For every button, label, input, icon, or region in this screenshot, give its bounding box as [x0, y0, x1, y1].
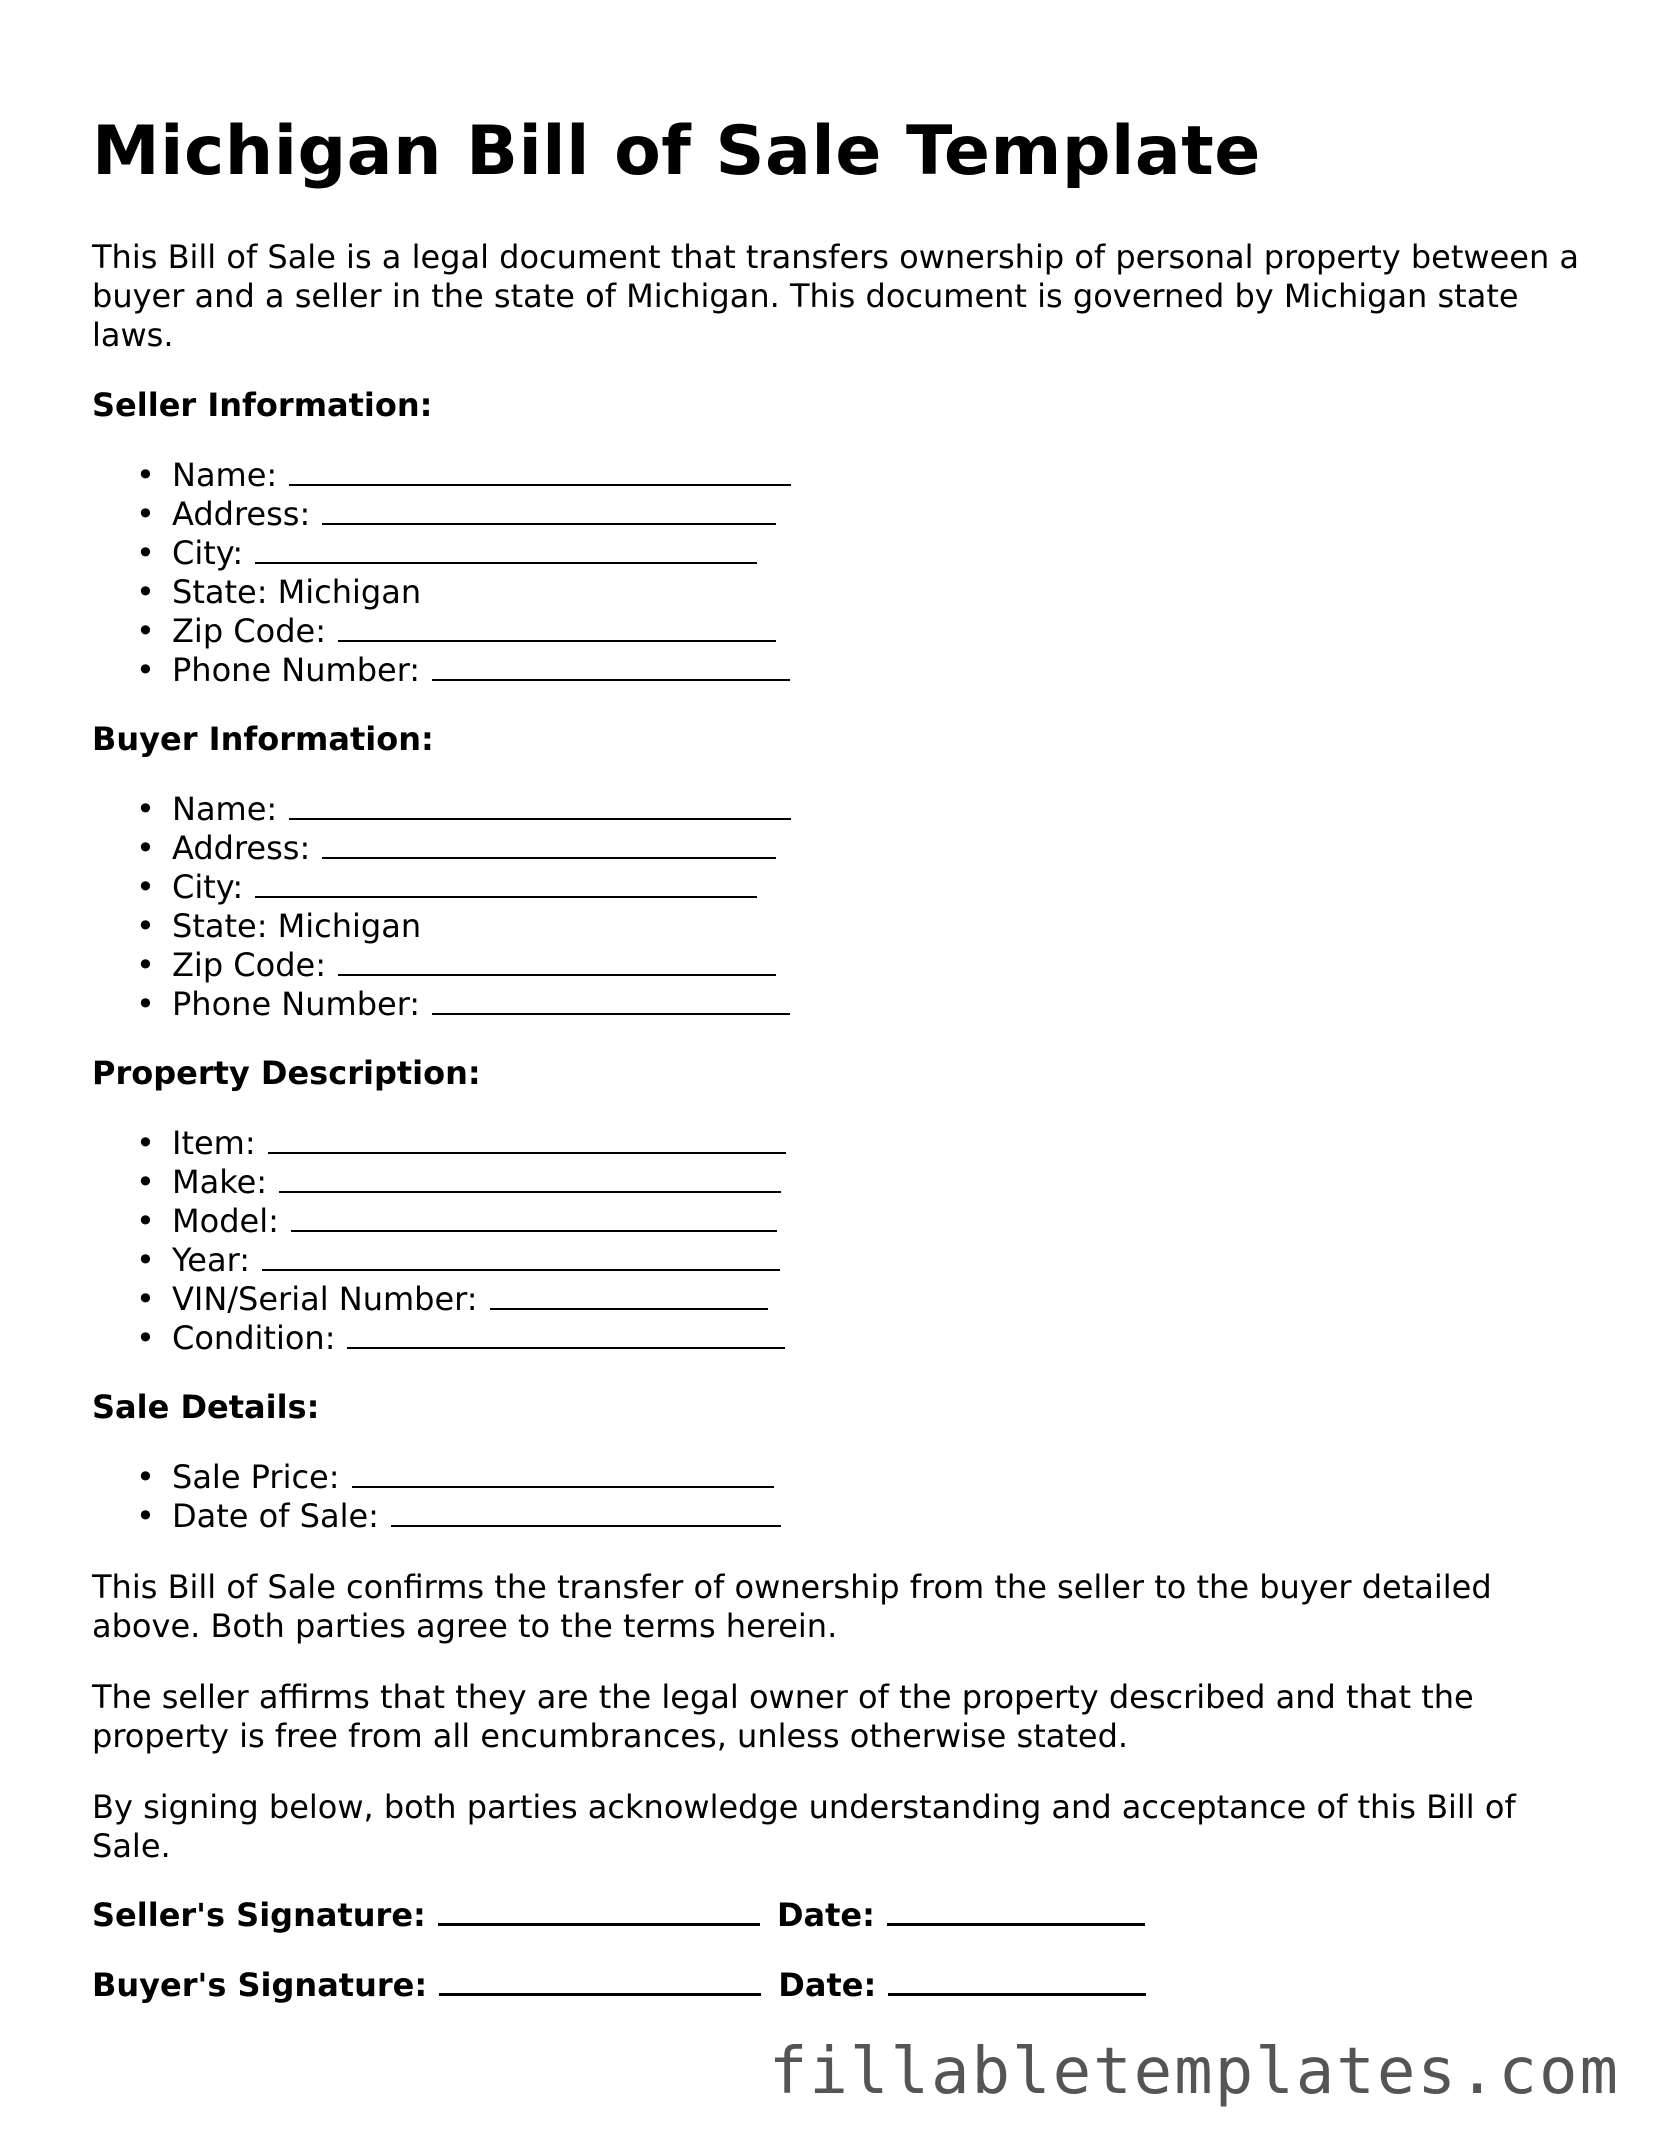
acknowledge-paragraph: By signing below, both parties acknowledge understanding and acceptance of this Bill of Sale.: [92, 1788, 1516, 1865]
seller-zip-field[interactable]: [338, 614, 776, 642]
bullet-icon: •: [136, 573, 155, 611]
bullet-icon: •: [136, 1319, 155, 1357]
bullet-icon: •: [136, 1458, 155, 1496]
seller-address-field[interactable]: [322, 497, 776, 525]
affirm-paragraph: The seller affirms that they are the legal owner of the property described and that the property is free from all encumbrances, unless otherwise stated.: [92, 1678, 1474, 1755]
list-item: [92, 1124, 786, 1163]
property-vin-label: VIN/Serial Number:: [172, 1280, 478, 1318]
seller-city-label: City:: [172, 534, 244, 572]
buyer-state-label: State: Michigan: [172, 907, 422, 945]
seller-date-label: Date:: [776, 1896, 875, 1934]
list-item: [92, 573, 791, 612]
seller-field-list: [92, 456, 791, 690]
bullet-icon: •: [136, 985, 155, 1023]
buyer-address-field[interactable]: [322, 831, 776, 859]
list-item: [92, 946, 791, 985]
list-item: [92, 1458, 781, 1497]
seller-phone-label: Phone Number:: [172, 651, 421, 689]
bullet-icon: •: [136, 534, 155, 572]
buyer-zip-label: Zip Code:: [172, 946, 326, 984]
seller-signature-label: Seller's Signature:: [92, 1896, 426, 1934]
seller-section-heading: Seller Information:: [92, 386, 433, 424]
list-item: [92, 1163, 786, 1202]
property-year-label: Year:: [172, 1241, 250, 1279]
bullet-icon: •: [136, 1280, 155, 1318]
buyer-address-label: Address:: [172, 829, 311, 867]
list-item: [92, 907, 791, 946]
property-vin-field[interactable]: [490, 1282, 768, 1310]
list-item: [92, 1202, 786, 1241]
bullet-icon: •: [136, 907, 155, 945]
bullet-icon: •: [136, 868, 155, 906]
bullet-icon: •: [136, 946, 155, 984]
buyer-name-label: Name:: [172, 790, 278, 828]
buyer-section-heading: Buyer Information:: [92, 720, 434, 758]
list-item: [92, 1497, 781, 1536]
list-item: [92, 1241, 786, 1280]
confirm-paragraph: This Bill of Sale confirms the transfer of ownership from the seller to the buyer detailed above. Both parties agree to the terms herein.: [92, 1568, 1492, 1645]
buyer-name-field[interactable]: [289, 792, 791, 820]
buyer-signature-label: Buyer's Signature:: [92, 1966, 428, 2004]
seller-date-field[interactable]: [887, 1897, 1145, 1926]
buyer-signature-field[interactable]: [439, 1967, 761, 1996]
list-item: [92, 868, 791, 907]
seller-address-label: Address:: [172, 495, 311, 533]
buyer-zip-field[interactable]: [338, 948, 776, 976]
bullet-icon: •: [136, 829, 155, 867]
property-make-label: Make:: [172, 1163, 268, 1201]
seller-name-field[interactable]: [289, 458, 791, 486]
sale-section-heading: Sale Details:: [92, 1388, 320, 1426]
bullet-icon: •: [136, 1124, 155, 1162]
property-condition-label: Condition:: [172, 1319, 336, 1357]
list-item: [92, 456, 791, 495]
list-item: [92, 1319, 786, 1358]
list-item: [92, 534, 791, 573]
sale-price-label: Sale Price:: [172, 1458, 340, 1496]
bullet-icon: •: [136, 456, 155, 494]
list-item: [92, 651, 791, 690]
sale-date-label: Date of Sale:: [172, 1497, 379, 1535]
list-item: [92, 495, 791, 534]
seller-phone-field[interactable]: [432, 653, 790, 681]
property-model-field[interactable]: [291, 1204, 777, 1232]
bullet-icon: •: [136, 1497, 155, 1535]
seller-state-label: State: Michigan: [172, 573, 422, 611]
seller-signature-row: [92, 1896, 1145, 1934]
property-make-field[interactable]: [279, 1165, 781, 1193]
bullet-icon: •: [136, 1163, 155, 1201]
list-item: [92, 985, 791, 1024]
bullet-icon: •: [136, 495, 155, 533]
sale-price-field[interactable]: [352, 1460, 774, 1488]
list-item: [92, 790, 791, 829]
buyer-date-field[interactable]: [888, 1967, 1146, 1996]
seller-signature-field[interactable]: [438, 1897, 760, 1926]
bullet-icon: •: [136, 612, 155, 650]
buyer-signature-row: [92, 1966, 1146, 2004]
seller-zip-label: Zip Code:: [172, 612, 326, 650]
buyer-field-list: [92, 790, 791, 1024]
property-condition-field[interactable]: [347, 1321, 785, 1349]
buyer-date-label: Date:: [778, 1966, 877, 2004]
buyer-city-label: City:: [172, 868, 244, 906]
watermark-text: fillabletemplates.com: [768, 2035, 1620, 2109]
property-model-label: Model:: [172, 1202, 279, 1240]
bullet-icon: •: [136, 790, 155, 828]
intro-paragraph: This Bill of Sale is a legal document that transfers ownership of personal property between a buyer and a seller in the state of Michigan. This document is governed by Michigan state laws.: [92, 238, 1580, 354]
buyer-phone-label: Phone Number:: [172, 985, 421, 1023]
list-item: [92, 829, 791, 868]
property-item-label: Item:: [172, 1124, 256, 1162]
list-item: [92, 1280, 786, 1319]
seller-name-label: Name:: [172, 456, 278, 494]
property-year-field[interactable]: [262, 1243, 780, 1271]
property-section-heading: Property Description:: [92, 1054, 481, 1092]
buyer-city-field[interactable]: [255, 870, 757, 898]
bullet-icon: •: [136, 1241, 155, 1279]
bullet-icon: •: [136, 651, 155, 689]
sale-field-list: [92, 1458, 781, 1536]
document-title: Michigan Bill of Sale Template: [92, 112, 1261, 191]
sale-date-field[interactable]: [391, 1499, 781, 1527]
seller-city-field[interactable]: [255, 536, 757, 564]
bullet-icon: •: [136, 1202, 155, 1240]
property-item-field[interactable]: [268, 1126, 786, 1154]
list-item: [92, 612, 791, 651]
property-field-list: [92, 1124, 786, 1358]
buyer-phone-field[interactable]: [432, 987, 790, 1015]
